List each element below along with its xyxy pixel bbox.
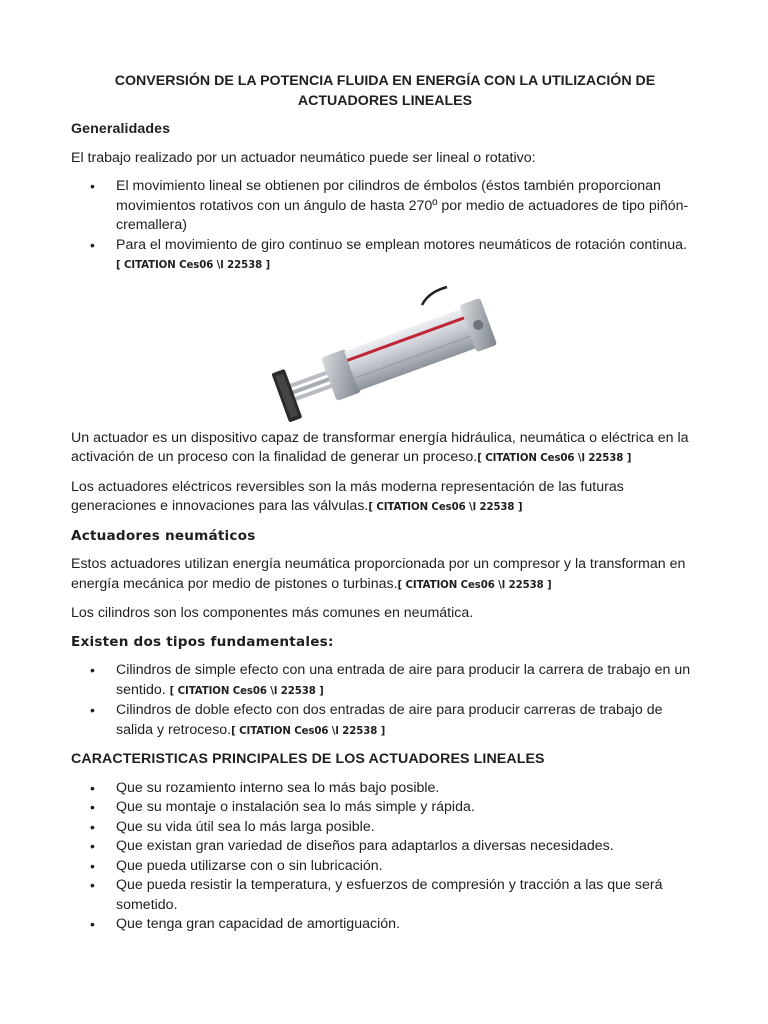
- bullet-icon: •: [90, 662, 95, 678]
- list-item-text: Que tenga gran capacidad de amortiguación.: [116, 916, 400, 932]
- list-item-text: Cilindros de doble efecto con dos entradas de aire para producir carreras de trabajo de salida y retroceso.: [116, 702, 663, 738]
- list-item: [71, 857, 699, 877]
- bullet-list-caracteristicas: [71, 779, 699, 935]
- bullet-list-generalidades: [71, 177, 699, 276]
- bullet-icon: •: [90, 838, 95, 854]
- list-item: [71, 915, 699, 935]
- pneumatic-cylinder-illustration: [272, 285, 502, 425]
- list-item: [71, 236, 699, 276]
- list-item: [71, 701, 699, 741]
- list-item: [71, 818, 699, 838]
- paragraph-energia-neumatica: [71, 555, 699, 595]
- list-item-text: Que su montaje o instalación sea lo más simple y rápida.: [116, 799, 475, 815]
- list-item-text: Para el movimiento de giro continuo se emplean motores neumáticos de rotación continua.: [116, 236, 687, 253]
- bullet-icon: •: [90, 702, 95, 718]
- citation-field: [ CITATION Ces06 \l 22538 ]: [231, 725, 386, 737]
- paragraph-actuador: [71, 429, 699, 469]
- paragraph-cilindros: Los cilindros son los componentes más comunes en neumática.: [71, 605, 474, 621]
- list-item-text: Que su rozamiento interno sea lo más bajo posible.: [116, 779, 440, 796]
- list-item-text: Que pueda resistir la temperatura, y esfuerzos de compresión y tracción a las que será sometido.: [116, 877, 663, 913]
- list-item: [71, 661, 699, 701]
- bullet-list-tipos: [71, 661, 699, 741]
- bullet-icon: •: [90, 236, 95, 253]
- list-item-text: Que existan gran variedad de diseños para adaptarlos a diversas necesidades.: [116, 838, 614, 854]
- document-page: [71, 72, 699, 944]
- citation-field: [ CITATION Ces06 \l 22538 ]: [397, 579, 552, 591]
- bullet-icon: •: [90, 857, 95, 874]
- section-heading-actuadores-neumaticos: Actuadores neumáticos: [71, 527, 256, 544]
- section-heading-tipos: Existen dos tipos fundamentales:: [71, 633, 334, 650]
- citation-field: [ CITATION Ces06 \l 22538 ]: [169, 685, 324, 697]
- list-item-text: Que pueda utilizarse con o sin lubricación.: [116, 857, 383, 874]
- citation-field: [ CITATION Ces06 \l 22538 ]: [477, 453, 632, 464]
- section-heading-caracteristicas: CARACTERISTICAS PRINCIPALES DE LOS ACTUADORES LINEALES: [71, 751, 545, 767]
- paragraph-electricos: [71, 478, 699, 518]
- list-item: [71, 177, 699, 236]
- list-item: [71, 798, 699, 818]
- bullet-icon: •: [90, 916, 95, 932]
- list-item-text: Que su vida útil sea lo más larga posible.: [116, 818, 375, 835]
- bullet-icon: •: [90, 818, 95, 835]
- bullet-icon: •: [90, 178, 95, 194]
- citation-field: [ CITATION Ces06 \l 22538 ]: [116, 260, 271, 271]
- document-title: CONVERSIÓN DE LA POTENCIA FLUIDA EN ENERGÍA CON LA UTILIZACIÓN DE ACTUADORES LINEALES: [114, 73, 656, 109]
- bullet-icon: •: [90, 779, 95, 796]
- paragraph-text: Los actuadores eléctricos reversibles son la más moderna representación de las futuras generaciones e innovaciones para las válvulas.: [71, 478, 624, 514]
- list-item-text: El movimiento lineal se obtienen por cilindros de émbolos (éstos también proporcionan movimientos rotativos con un ángulo de hasta 270º por medio de actuadores de tipo piñón-cremallera): [116, 178, 689, 233]
- list-item-text: Cilindros de simple efecto con una entrada de aire para producir la carrera de trabajo en un sentido.: [116, 662, 691, 698]
- citation-field: [ CITATION Ces06 \l 22538 ]: [368, 502, 523, 513]
- figure-container: [71, 285, 699, 425]
- bullet-icon: •: [90, 799, 95, 815]
- paragraph-text: Un actuador es un dispositivo capaz de transformar energía hidráulica, neumática o eléctrica en la activación de un proceso con la finalidad de generar un proceso.: [71, 429, 689, 465]
- bullet-icon: •: [90, 877, 95, 893]
- list-item: [71, 779, 699, 799]
- paragraph-intro: El trabajo realizado por un actuador neumático puede ser lineal o rotativo:: [71, 149, 536, 166]
- paragraph-text: Estos actuadores utilizan energía neumática proporcionada por un compresor y la transforman en energía mecánica por medio de pistones o turbinas.: [71, 556, 686, 592]
- list-item: [71, 876, 699, 915]
- section-heading-generalidades: Generalidades: [71, 121, 171, 137]
- list-item: [71, 837, 699, 857]
